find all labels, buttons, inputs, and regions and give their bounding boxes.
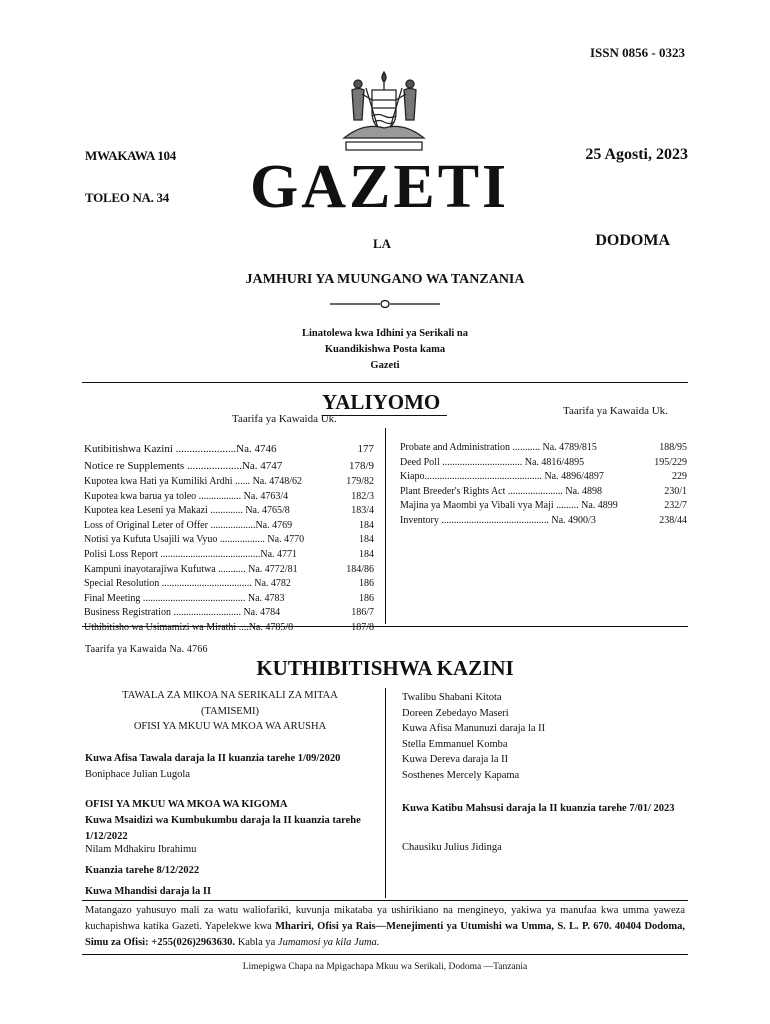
contents-item [84, 504, 374, 519]
contents-item-text: Loss of Original Leter of Offer ..................Na. 4769 [84, 519, 293, 531]
contents-item [84, 606, 374, 621]
section-title: Kuwa Mhandisi daraja la II [85, 886, 212, 897]
contents-item-page: 238/44 [659, 514, 687, 526]
contents-item [84, 475, 374, 490]
contents-item [400, 441, 687, 456]
contents-heading-underline [322, 415, 447, 416]
registration-note [0, 326, 770, 374]
ornament-divider [330, 298, 440, 310]
person-name: Nilam Mdhakiru Ibrahimu [85, 844, 197, 855]
contents-item-text: Notisi ya Kufuta Usajili wa Vyuo .................. Na. 4770 [84, 534, 305, 546]
notice-text: Matangazo yahusuyo mali za watu waliofariki, kuvunja mikataba ya ushirikiano na mengineyo, yakiwa ya manufaa kwa umma yaweza kuchapishwa katika Gazeti. Yapelekwe kwa [85, 905, 685, 932]
contents-item-text: Kupotea kwa Hati ya Kumiliki Ardhi ...... Na. 4748/62 [84, 476, 303, 487]
contents-item [84, 441, 374, 458]
printer-footer: Limepigwa Chapa na Mpigachapa Mkuu wa Serikali, Dodoma —Tanzania [242, 962, 528, 972]
contents-item-page: 184 [359, 534, 374, 546]
contents-item-text: Kampuni inayotarajiwa Kufutwa ........... Na. 4772/81 [84, 563, 298, 575]
issue-date: 25 Agosti, 2023 [585, 146, 688, 163]
contents-item-page: 179/82 [346, 476, 374, 487]
contents-left-label: Taarifa ya Kawaida Uk. [232, 413, 337, 425]
title-la: LA [373, 236, 392, 251]
contents-item [84, 490, 374, 505]
contents-item-text: Inventory ........................................... Na. 4900/3 [400, 514, 596, 526]
issn-number: ISSN 0856 - 0323 [590, 45, 685, 60]
person-name: Stella Emmanuel Komba [402, 738, 508, 750]
contents-top-rule [82, 382, 688, 383]
contents-item [400, 499, 687, 514]
contents-column-divider [385, 428, 386, 624]
contents-heading: YALIYOMO [322, 390, 441, 414]
notice-address: Mhariri, Ofisi ya Rais—Menejimenti ya Utumishi wa Umma, S. L. P. 670. 40404 Dodoma, Simu za Ofisi: +255(026)2963630. [85, 921, 685, 948]
contents-item [400, 485, 687, 500]
notice-text: Kabla ya [235, 937, 278, 948]
section-title: Kuwa Katibu Mahsusi daraja la II kuanzia tarehe 7/01/ 2023 [402, 803, 675, 814]
section-title: Kuwa Afisa Tawala daraja la II kuanzia tarehe 1/09/2020 [85, 753, 341, 764]
contents-item-text: Kupotea kea Leseni ya Makazi ............. Na. 4765/8 [84, 505, 290, 517]
registration-line: Gazeti [370, 360, 400, 371]
contents-item [84, 519, 374, 534]
person-name: Sosthenes Mercely Kapama [402, 769, 520, 781]
registration-line: Kuandikishwa Posta kama [324, 344, 446, 355]
contents-right-label: Taarifa ya Kawaida Uk. [563, 405, 668, 417]
contents-item [84, 592, 374, 607]
section-subtitle: Kuwa Msaidizi wa Kumbukumbu daraja la II kuanzia tarehe 1/12/2022 [85, 815, 361, 842]
notice-column-divider [385, 688, 386, 898]
republic-name: JAMHURI YA MUUNGANO WA TANZANIA [245, 272, 525, 287]
volume-number: MWAKAWA 104 [85, 148, 176, 163]
notice-box-top-rule [82, 900, 688, 901]
contents-item-page: 187/8 [351, 621, 374, 633]
contents-item-page: 195/229 [654, 456, 687, 468]
contents-item-page: 186 [359, 578, 374, 590]
contents-item-text: Special Resolution .................................... Na. 4782 [84, 578, 291, 590]
contents-item-text: Kutibitishwa Kazini ......................Na. 4746 [84, 443, 277, 455]
contents-item-page: 183/4 [351, 505, 374, 517]
contents-item-page: 188/95 [659, 442, 687, 453]
contents-item-text: Business Registration ........................... Na. 4784 [84, 607, 281, 619]
contents-item [84, 458, 374, 475]
contents-item-page: 184 [359, 519, 374, 531]
organization-block [85, 688, 375, 735]
notice-heading: KUTHIBITISHWA KAZINI [256, 656, 514, 680]
contents-item-page: 184/86 [346, 563, 374, 575]
role-title: Kuwa Afisa Manunuzi daraja la II [402, 723, 546, 734]
contents-item-text: Notice re Supplements ....................Na. 4747 [84, 460, 283, 472]
role-title: Kuwa Dereva daraja la II [402, 754, 509, 765]
contents-item-text: Final Meeting ......................................... Na. 4783 [84, 592, 285, 604]
contents-bottom-rule [82, 626, 688, 627]
person-name: Twalibu Shabani Kitota [402, 692, 502, 703]
contents-item-page: 182/3 [351, 490, 374, 502]
contents-item [400, 470, 687, 485]
contents-item-text: Kupotea kwa barua ya toleo ................. Na. 4763/4 [84, 490, 289, 502]
person-name: Chausiku Julius Jidinga [402, 842, 502, 853]
contents-item-page: 184 [359, 548, 374, 560]
organization-line: TAWALA ZA MIKOA NA SERIKALI ZA MITAA [122, 690, 338, 701]
contents-item-page: 229 [672, 471, 687, 483]
person-name: Boniphace Julian Lugola [85, 769, 190, 780]
contents-item-page: 178/9 [348, 460, 374, 472]
contents-item [84, 533, 374, 548]
contents-item [84, 548, 374, 563]
contents-item-text: Polisi Loss Report ........................................Na. 4771 [84, 548, 298, 560]
contents-item [400, 456, 687, 471]
contents-item-page: 177 [357, 443, 374, 455]
contents-item-page: 230/1 [664, 485, 687, 497]
contents-item [400, 514, 687, 529]
contents-item-page: 186/7 [351, 607, 374, 619]
notice-deadline: Jumamosi ya kila Juma. [277, 937, 380, 948]
right-names-block [402, 690, 692, 783]
contents-item [84, 563, 374, 578]
contents-item-text: Uthibitisho wa Usimamizi wa Mirathi ....Na. 4785/8 [84, 621, 294, 633]
contents-item-text: Probate and Administration ........... Na. 4789/815 [400, 442, 597, 453]
contents-item-text: Deed Poll ................................ Na. 4816/4895 [400, 456, 585, 468]
publication-place: DODOMA [595, 232, 670, 249]
organization-line: (TAMISEMI) [200, 705, 260, 717]
registration-line: Linatolewa kwa Idhini ya Serikali na [302, 328, 468, 339]
contents-item-page: 232/7 [664, 500, 687, 512]
contents-item [84, 577, 374, 592]
coat-of-arms-emblem [338, 68, 430, 154]
contents-right-list [400, 441, 687, 529]
contents-item-page: 186 [359, 592, 374, 604]
section-title: Kuanzia tarehe 8/12/2022 [85, 865, 200, 876]
issue-number: TOLEO NA. 34 [85, 190, 169, 205]
contents-left-list [84, 441, 374, 636]
notice-box-bottom-rule [82, 954, 688, 955]
section-title: OFISI YA MKUU WA MKOA WA KIGOMA [85, 799, 288, 810]
person-name: Doreen Zebedayo Maseri [402, 707, 509, 719]
submission-notice [85, 903, 685, 951]
gazette-title: GAZETI [250, 153, 510, 221]
contents-item-text: Majina ya Maombi ya Vibali vya Maji ......... Na. 4899 [400, 500, 618, 512]
contents-item-text: Kiapo............................................... Na. 4896/4897 [400, 471, 604, 483]
contents-item-text: Plant Breeder's Rights Act ...................... Na. 4898 [400, 485, 603, 497]
contents-item [84, 621, 374, 636]
organization-line: OFISI YA MKUU WA MKOA WA ARUSHA [133, 721, 327, 732]
notice-reference: Taarifa ya Kawaida Na. 4766 [85, 644, 208, 655]
